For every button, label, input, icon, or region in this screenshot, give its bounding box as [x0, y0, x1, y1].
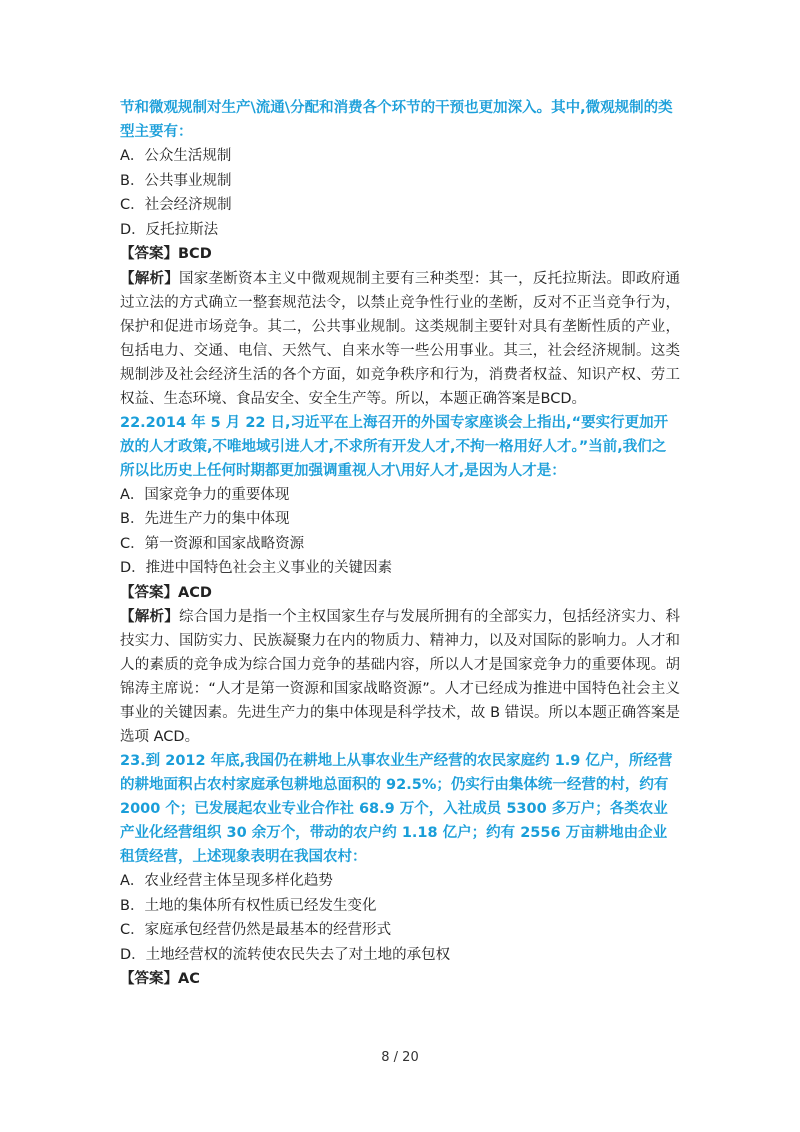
q23-option-d: D．土地经营权的流转使农民失去了对土地的承包权 [120, 946, 451, 963]
q23-option-c: C．家庭承包经营仍然是最基本的经营形式 [120, 922, 392, 938]
q22-answer [120, 581, 680, 606]
explanation-text: 综合国力是指一个主权国家生存与发展所拥有的全部实力，包括经济实力、科技实力、国防实力、民族凝聚力在内的物质力、精神力，以及对国际的影响力。人才和人的素质的竞争成为综合国力竞争的基础内容，所以人才是国家竞争力的重要体现。胡锦涛主席说：“人才是第一资源和国家战略资源”。人才已经成为推进中国特色社会主义事业的关键因素。先进生产力的集中体现是科学技术，故 B 错误。所以本题正确答案是选项 ACD。 [120, 609, 681, 745]
question-22-stem: 22.2014 年 5 月 22 日,习近平在上海召开的外国专家座谈会上指出,“要实行更加开放的人才政策,不唯地域引进人才,不求所有开发人才,不拘一格用好人才。”当前,我们之所以比历史上任何时期都更加强调重视人才\用好人才,是因为人才是： [120, 414, 669, 479]
q21-option-a: A．公众生活规制 [120, 148, 232, 164]
q21-option-d: D．反托拉斯法 [120, 221, 219, 238]
page-number: 8 / 20 [381, 1050, 419, 1065]
answer-tag: 【答案】 [120, 246, 178, 262]
explanation-text: 国家垄断资本主义中微观规制主要有三种类型：其一，反托拉斯法。即政府通过立法的方式确立一整套规范法令，以禁止竞争性行业的垄断，反对不正当竞争行为，保护和促进市场竞争。其二，公共事业规制。这类规制主要针对具有垄断性质的产业，包括电力、交通、电信、天然气、自来水等一些公用事业。其三，社会经济规制。这类规制涉及社会经济生活的各个方面，如竞争秩序和行为，消费者权益、知识产权、劳工权益、生态环境、食品安全、安全生产等。所以，本题正确答案是BCD。 [120, 270, 681, 407]
q21-answer [120, 242, 680, 267]
question-21-stem: 节和微观规制对生产\流通\分配和消费各个环节的干预也更加深入。其中,微观规制的类型主要有： [120, 100, 673, 140]
explanation-tag: 【解析】 [120, 609, 179, 625]
q21-option-c: C．社会经济规制 [120, 197, 232, 213]
q21-option-b: B．公共事业规制 [120, 172, 232, 189]
answer-value: ACD [178, 584, 212, 601]
q21-explanation [120, 267, 680, 411]
q22-explanation [120, 605, 680, 749]
q23-option-a: A．农业经营主体呈现多样化趋势 [120, 873, 333, 889]
question-23-stem: 23.到 2012 年底,我国仍在耕地上从事农业生产经营的农民家庭约 1.9 亿户，所经营的耕地面积占农村家庭承包耕地总面积的 92.5%；仍实行由集体统一经营的村，约有 2000 个；已发展起农业专业合作社 68.9 万个，入社成员 5300 多万户；各类农业产业化经营组织 30 余万个，带动的农户约 1.18 亿户；约有 2556 万亩耕地由企业租赁经营，上述现象表明在我国农村： [120, 753, 673, 865]
explanation-tag: 【解析】 [120, 270, 179, 287]
answer-value: BCD [178, 246, 212, 262]
q22-option-b: B．先进生产力的集中体现 [120, 511, 290, 527]
q23-option-b: B．土地的集体所有权性质已经发生变化 [120, 897, 377, 914]
answer-tag: 【答案】 [120, 971, 178, 987]
answer-tag: 【答案】 [120, 584, 178, 601]
answer-value: AC [178, 971, 200, 987]
q22-option-d: D．推进中国特色社会主义事业的关键因素 [120, 560, 393, 576]
q22-option-a: A．国家竞争力的重要体现 [120, 486, 290, 503]
q23-answer [120, 967, 680, 992]
q22-option-c: C．第一资源和国家战略资源 [120, 535, 305, 552]
